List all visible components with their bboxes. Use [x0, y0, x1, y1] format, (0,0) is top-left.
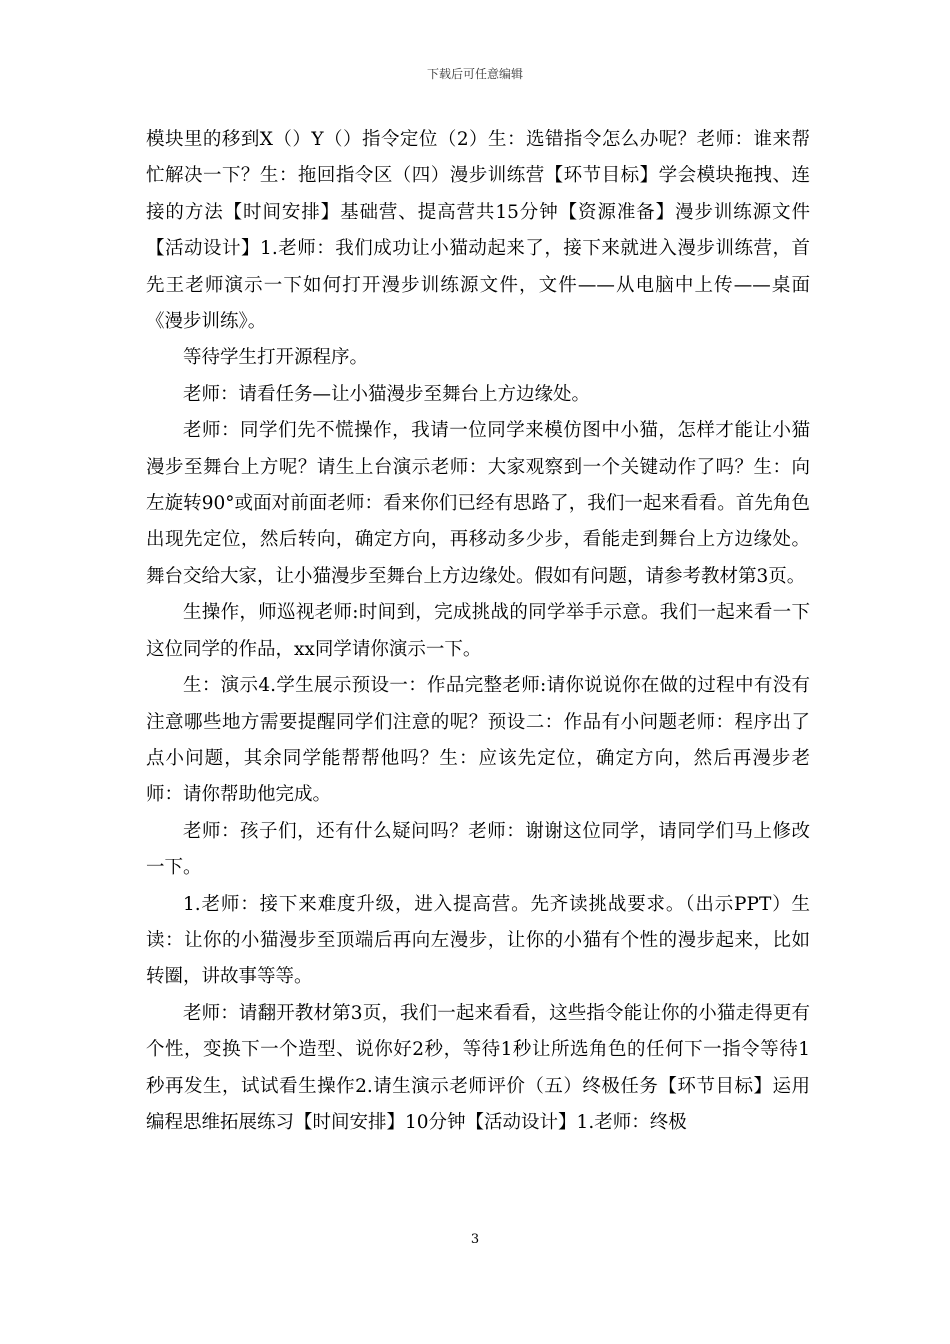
- page-number: 3: [470, 1232, 480, 1247]
- paragraph-1: 模块里的移到X（）Y（）指令定位（2）生：选错指令怎么办呢？老师：谁来帮忙解决一下？生：拖回指令区（四）漫步训练营【环节目标】学会模块拖拽、连接的方法【时间安排】基础营、提高营共15分钟【资源准备】漫步训练源文件【活动设计】1.老师：我们成功让小猫动起来了，接下来就进入漫步训练营，首先王老师演示一下如何打开漫步训练源文件，文件——从电脑中上传——桌面《漫步训练》。: [146, 129, 810, 333]
- paragraph-4: 老师：同学们先不慌操作，我请一位同学来模仿图中小猫，怎样才能让小猫漫步至舞台上方呢？请生上台演示老师：大家观察到一个关键动作了吗？生：向左旋转90°或面对前面老师：看来你们已经有思路了，我们一起来看看。首先角色出现先定位，然后转向，确定方向，再移动多少步，看能走到舞台上方边缘处。舞台交给大家，让小猫漫步至舞台上方边缘处。假如有问题，请参考教材第3页。: [146, 420, 810, 587]
- paragraph-9: 老师：请翻开教材第3页，我们一起来看看，这些指令能让你的小猫走得更有个性，变换下一个造型、说你好2秒，等待1秒让所选角色的任何下一指令等待1秒再发生，试试看生操作2.请生演示老师评价（五）终极任务【环节目标】运用编程思维拓展练习【时间安排】10分钟【活动设计】1.老师：终极: [146, 1002, 810, 1133]
- paragraph-8: 1.老师：接下来难度升级，进入提高营。先齐读挑战要求。（出示PPT）生读：让你的小猫漫步至顶端后再向左漫步，让你的小猫有个性的漫步起来，比如转圈，讲故事等等。: [146, 893, 810, 988]
- page-header: 下载后可任意编辑: [426, 67, 523, 81]
- paragraph-2: 等待学生打开源程序。: [183, 347, 369, 369]
- paragraph-6: 生：演示4.学生展示预设一：作品完整老师:请你说说你在做的过程中有没有注意哪些地方需要提醒同学们注意的呢？预设二：作品有小问题老师：程序出了点小问题，其余同学能帮帮他吗？生：应该先定位，确定方向，然后再漫步老师：请你帮助他完成。: [146, 675, 810, 806]
- paragraph-3: 老师：请看任务—让小猫漫步至舞台上方边缘处。: [183, 383, 591, 405]
- paragraph-7: 老师：孩子们，还有什么疑问吗？老师：谢谢这位同学，请同学们马上修改一下。: [146, 820, 810, 879]
- document-body: [146, 122, 810, 1141]
- paragraph-5: 生操作，师巡视老师:时间到，完成挑战的同学举手示意。我们一起来看一下这位同学的作品，xx同学请你演示一下。: [146, 602, 810, 660]
